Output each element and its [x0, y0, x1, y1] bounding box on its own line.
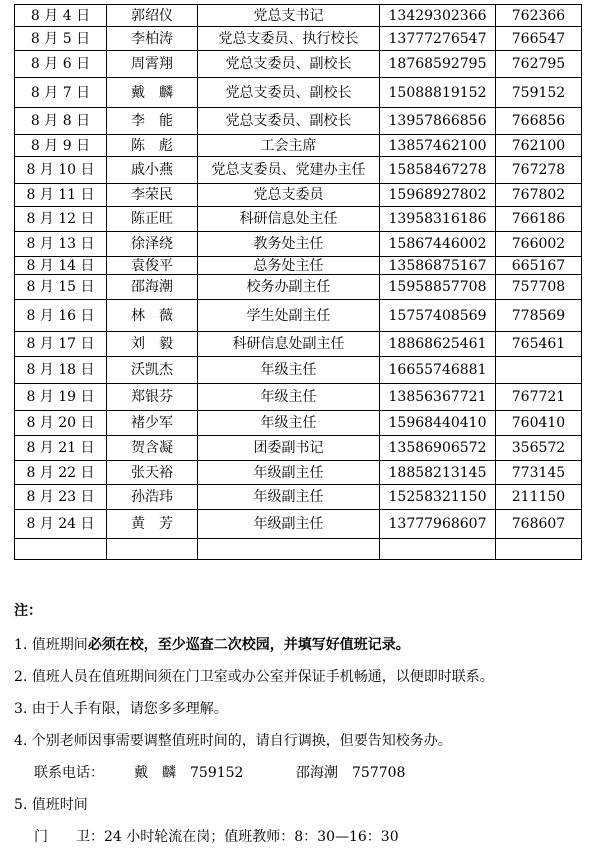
- person-role: 年级副主任: [198, 461, 380, 485]
- short-number: 766856: [496, 108, 582, 135]
- short-number: 778569: [496, 300, 582, 332]
- person-name: [107, 539, 198, 560]
- person-name: 戚小燕: [107, 157, 198, 184]
- contact-1: 戴 麟 759152: [134, 765, 244, 781]
- person-role: 年级副主任: [198, 510, 380, 539]
- person-role: 党总支委员: [198, 184, 380, 207]
- short-number: 767721: [496, 384, 582, 411]
- roster-row: [15, 207, 582, 232]
- duty-date: 8 月 15 日: [15, 275, 107, 300]
- person-name: 徐泽绕: [107, 232, 198, 257]
- duty-date: 8 月 5 日: [15, 27, 107, 51]
- duty-date: 8 月 20 日: [15, 411, 107, 436]
- short-number: 211150: [496, 485, 582, 510]
- phone-number: 15968927802: [380, 184, 496, 207]
- note-5: 5. 值班时间: [14, 797, 88, 813]
- phone-number: 13777276547: [380, 27, 496, 51]
- roster-row: [15, 184, 582, 207]
- person-role: 年级主任: [198, 357, 380, 384]
- roster-row: [15, 485, 582, 510]
- roster-row: [15, 332, 582, 357]
- person-name: 袁俊平: [107, 257, 198, 275]
- duty-date: 8 月 21 日: [15, 436, 107, 461]
- short-number: 759152: [496, 78, 582, 108]
- person-role: 年级主任: [198, 384, 380, 411]
- person-name: 戴 麟: [107, 78, 198, 108]
- duty-date: 8 月 8 日: [15, 108, 107, 135]
- person-name: 李柏涛: [107, 27, 198, 51]
- person-role: 党总支委员、执行校长: [198, 27, 380, 51]
- roster-row: [15, 357, 582, 384]
- person-role: 党总支书记: [198, 5, 380, 27]
- person-name: 黄 芳: [107, 510, 198, 539]
- short-number: 356572: [496, 436, 582, 461]
- short-number: 762366: [496, 5, 582, 27]
- duty-date: 8 月 14 日: [15, 257, 107, 275]
- roster-row: [15, 436, 582, 461]
- short-number: 766002: [496, 232, 582, 257]
- person-name: 褚少军: [107, 411, 198, 436]
- phone-number: 15757408569: [380, 300, 496, 332]
- short-number: 766547: [496, 27, 582, 51]
- note-1-prefix: 1. 值班期间: [14, 637, 88, 653]
- phone-number: 18768592795: [380, 51, 496, 78]
- roster-row: [15, 300, 582, 332]
- note-4: 4. 个别老师因事需要调整值班时间的，请自行调换，但要告知校务办。: [14, 733, 452, 749]
- short-number: 768607: [496, 510, 582, 539]
- roster-row: [15, 275, 582, 300]
- roster-body: [15, 5, 582, 560]
- person-role: 工会主席: [198, 135, 380, 157]
- person-role: 党总支委员、副校长: [198, 51, 380, 78]
- duty-date: 8 月 19 日: [15, 384, 107, 411]
- person-name: 李荣民: [107, 184, 198, 207]
- phone-number: 15958857708: [380, 275, 496, 300]
- roster-row: [15, 232, 582, 257]
- person-name: 邵海潮: [107, 275, 198, 300]
- phone-number: 16655746881: [380, 357, 496, 384]
- duty-date: 8 月 22 日: [15, 461, 107, 485]
- person-name: 张天裕: [107, 461, 198, 485]
- short-number: [496, 539, 582, 560]
- phone-number: 13856367721: [380, 384, 496, 411]
- person-name: 孙浩玮: [107, 485, 198, 510]
- person-name: 李 能: [107, 108, 198, 135]
- person-name: 郭绍仪: [107, 5, 198, 27]
- phone-number: 15968440410: [380, 411, 496, 436]
- person-role: 校务办副主任: [198, 275, 380, 300]
- person-name: 陈正旺: [107, 207, 198, 232]
- roster-row: [15, 461, 582, 485]
- duty-date: 8 月 18 日: [15, 357, 107, 384]
- duty-date: 8 月 4 日: [15, 5, 107, 27]
- duty-date: 8 月 13 日: [15, 232, 107, 257]
- note-1-emphasis: 必须在校，至少巡查二次校园，并填写好值班记录。: [87, 637, 410, 653]
- roster-row: [15, 157, 582, 184]
- person-name: 郑银芬: [107, 384, 198, 411]
- duty-date: 8 月 12 日: [15, 207, 107, 232]
- phone-number: 15867446002: [380, 232, 496, 257]
- roster-row: [15, 510, 582, 539]
- note-3: 3. 由于人手有限，请您多多理解。: [14, 701, 228, 717]
- duty-schedule: 门 卫：24 小时轮流在岗；值班教师：8：30—16：30: [34, 829, 399, 845]
- person-name: 周霄翔: [107, 51, 198, 78]
- person-role: 党总支委员、副校长: [198, 78, 380, 108]
- phone-number: 13857462100: [380, 135, 496, 157]
- duty-date: 8 月 23 日: [15, 485, 107, 510]
- duty-roster-table: [14, 4, 582, 560]
- roster-row: [15, 539, 582, 560]
- person-role: 教务处主任: [198, 232, 380, 257]
- short-number: 665167: [496, 257, 582, 275]
- note-1: [14, 634, 410, 654]
- person-name: 陈 彪: [107, 135, 198, 157]
- duty-date: 8 月 6 日: [15, 51, 107, 78]
- roster-row: [15, 411, 582, 436]
- roster-row: [15, 384, 582, 411]
- duty-date: [15, 539, 107, 560]
- phone-number: 13586875167: [380, 257, 496, 275]
- roster-row: [15, 78, 582, 108]
- phone-number: 15858467278: [380, 157, 496, 184]
- person-name: 刘 毅: [107, 332, 198, 357]
- phone-number: 18858213145: [380, 461, 496, 485]
- person-role: 党总支委员、副校长: [198, 108, 380, 135]
- phone-number: 13586906572: [380, 436, 496, 461]
- contact-label: 联系电话：: [34, 765, 104, 781]
- person-role: 年级副主任: [198, 485, 380, 510]
- phone-number: [380, 539, 496, 560]
- person-role: 党总支委员、党建办主任: [198, 157, 380, 184]
- contact-2: 邵海潮 757708: [296, 765, 406, 781]
- person-role: 学生处副主任: [198, 300, 380, 332]
- phone-number: 13429302366: [380, 5, 496, 27]
- duty-date: 8 月 10 日: [15, 157, 107, 184]
- short-number: 767278: [496, 157, 582, 184]
- person-role: 年级主任: [198, 411, 380, 436]
- notes-heading: 注：: [14, 603, 42, 619]
- short-number: 773145: [496, 461, 582, 485]
- short-number: 767802: [496, 184, 582, 207]
- short-number: 760410: [496, 411, 582, 436]
- roster-row: [15, 5, 582, 27]
- duty-date: 8 月 17 日: [15, 332, 107, 357]
- phone-number: 13958316186: [380, 207, 496, 232]
- person-role: 团委副书记: [198, 436, 380, 461]
- short-number: 762100: [496, 135, 582, 157]
- person-role: 科研信息处副主任: [198, 332, 380, 357]
- short-number: 757708: [496, 275, 582, 300]
- person-role: 科研信息处主任: [198, 207, 380, 232]
- phone-number: 13777968607: [380, 510, 496, 539]
- person-name: 贺含凝: [107, 436, 198, 461]
- person-role: [198, 539, 380, 560]
- phone-number: 15088819152: [380, 78, 496, 108]
- duty-date: 8 月 24 日: [15, 510, 107, 539]
- phone-number: 15258321150: [380, 485, 496, 510]
- phone-number: 18868625461: [380, 332, 496, 357]
- person-role: 总务处主任: [198, 257, 380, 275]
- short-number: 762795: [496, 51, 582, 78]
- person-name: 林 薇: [107, 300, 198, 332]
- roster-row: [15, 27, 582, 51]
- duty-date: 8 月 16 日: [15, 300, 107, 332]
- duty-date: 8 月 9 日: [15, 135, 107, 157]
- roster-row: [15, 108, 582, 135]
- roster-row: [15, 135, 582, 157]
- short-number: 765461: [496, 332, 582, 357]
- short-number: 766186: [496, 207, 582, 232]
- note-2: 2. 值班人员在值班期间须在门卫室或办公室并保证手机畅通，以便即时联系。: [14, 669, 494, 685]
- duty-date: 8 月 7 日: [15, 78, 107, 108]
- roster-row: [15, 51, 582, 78]
- person-name: 沃凯杰: [107, 357, 198, 384]
- phone-number: 13957866856: [380, 108, 496, 135]
- roster-row: [15, 257, 582, 275]
- duty-date: 8 月 11 日: [15, 184, 107, 207]
- short-number: [496, 357, 582, 384]
